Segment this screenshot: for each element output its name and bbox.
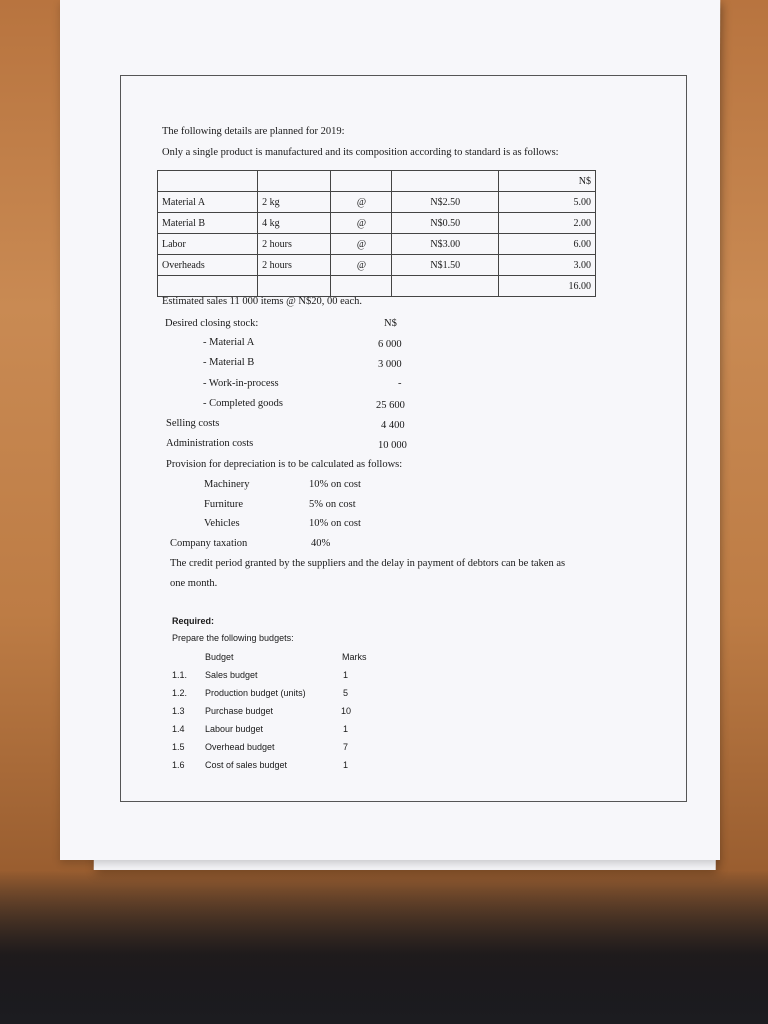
standard-cost-table <box>157 170 596 297</box>
credit-line-1: The credit period granted by the suppliers and the delay in payment of debtors can be taken as <box>170 558 566 569</box>
depreciation-item-label: Machinery <box>204 479 250 490</box>
depreciation-item-value: 5% on cost <box>309 499 356 510</box>
closing-stock-label: Desired closing stock: <box>165 318 259 329</box>
table-row: Material A 2 kg @ N$2.50 5.00 <box>158 192 596 213</box>
table-total-row <box>158 276 596 297</box>
depreciation-item-value: 10% on cost <box>309 479 361 490</box>
closing-stock-currency: N$ <box>384 318 397 329</box>
closing-stock-item-value: - <box>398 378 402 389</box>
depreciation-item-value: 10% on cost <box>309 518 361 529</box>
budget-item-name: Sales budget <box>205 670 258 680</box>
budget-item-marks: 1 <box>343 724 349 734</box>
budget-item-name: Cost of sales budget <box>205 760 288 770</box>
currency-header: N$ <box>499 171 596 192</box>
table-total: 16.00 <box>499 276 596 297</box>
closing-stock-item-label: - Material A <box>203 337 255 348</box>
budget-item-name: Purchase budget <box>205 706 274 716</box>
marks-column-header: Marks <box>342 652 367 662</box>
closing-stock-item-label: - Completed goods <box>203 398 283 409</box>
budget-item-marks: 1 <box>343 670 349 680</box>
selling-costs-label: Selling costs <box>166 418 220 429</box>
table-row: Overheads 2 hours @ N$1.50 3.00 <box>158 255 596 276</box>
budget-item-marks: 7 <box>343 742 349 752</box>
closing-stock-item-label: - Work-in-process <box>203 378 279 389</box>
taxation-label: Company taxation <box>170 538 248 549</box>
budget-item-number: 1.5 <box>172 742 185 752</box>
budget-item-marks: 5 <box>343 688 349 698</box>
budget-item-marks: 1 <box>343 760 349 770</box>
budget-item-number: 1.2. <box>172 688 188 698</box>
closing-stock-item-value: 6 000 <box>378 339 402 350</box>
required-instruction: Prepare the following budgets: <box>172 633 294 643</box>
intro-line-2: Only a single product is manufactured and its composition according to standard is as follows: <box>162 147 559 158</box>
closing-stock-item-value: 25 600 <box>376 400 405 411</box>
selling-costs-value: 4 400 <box>381 420 405 431</box>
budget-item-number: 1.6 <box>172 760 185 770</box>
table-row: Material B 4 kg @ N$0.50 2.00 <box>158 213 596 234</box>
budget-item-name: Overhead budget <box>205 742 275 752</box>
budget-item-marks: 10 <box>341 706 352 716</box>
budget-item-number: 1.4 <box>172 724 185 734</box>
depreciation-item-label: Vehicles <box>204 518 240 529</box>
budget-item-name: Labour budget <box>205 724 264 734</box>
budget-item-name: Production budget (units) <box>205 688 306 698</box>
depreciation-label: Provision for depreciation is to be calculated as follows: <box>166 459 403 470</box>
admin-costs-value: 10 000 <box>378 440 407 451</box>
closing-stock-item-value: 3 000 <box>378 359 402 370</box>
admin-costs-label: Administration costs <box>166 438 254 449</box>
budget-column-header: Budget <box>205 652 234 662</box>
required-title: Required: <box>172 616 215 626</box>
budget-item-number: 1.1. <box>172 670 188 680</box>
taxation-value: 40% <box>311 538 331 549</box>
closing-stock-item-label: - Material B <box>203 357 255 368</box>
intro-line-1: The following details are planned for 2019: <box>162 126 345 137</box>
desk-shadow <box>0 870 768 1024</box>
credit-line-2: one month. <box>170 578 218 589</box>
estimated-sales: Estimated sales 11 000 items @ N$20, 00 each. <box>162 296 362 307</box>
depreciation-item-label: Furniture <box>204 499 244 510</box>
table-row: Labor 2 hours @ N$3.00 6.00 <box>158 234 596 255</box>
table-header-row <box>158 171 596 192</box>
budget-item-number: 1.3 <box>172 706 185 716</box>
